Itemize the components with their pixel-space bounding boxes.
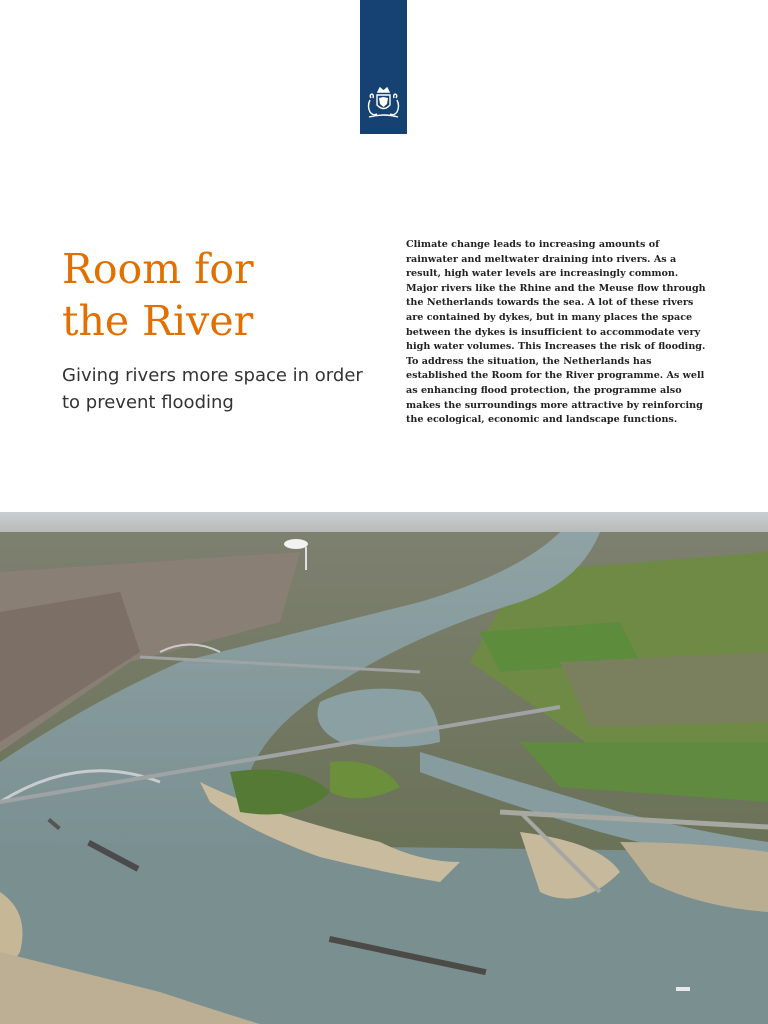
intro-paragraph: Climate change leads to increasing amounts of rainwater and meltwater draining into rivers. As a result, high water levels are increasingly common. Major rivers like the Rhine and the Meuse flow through the Netherlands towards the sea. A lot of these rivers are contained by dykes, but in many places the space between the dykes is insufficient to accommodate very high water volumes. This Increases the risk of flooding. To address the situation, the Netherlands has established the Room for the River programme. As well as enhancing flood protection, the programme also makes the surroundings more attractive by reinforcing the ecological, economic and landscape functions. (406, 239, 706, 426)
subtitle: Giving rivers more space in order to prevent flooding (62, 365, 363, 413)
title-line-2: the River (62, 297, 254, 345)
aerial-river-photo (0, 512, 768, 1024)
title-line-1: Room for (62, 245, 254, 293)
royal-coat-of-arms-icon (364, 86, 403, 122)
page-title (62, 243, 362, 347)
logo-bar (360, 0, 407, 134)
